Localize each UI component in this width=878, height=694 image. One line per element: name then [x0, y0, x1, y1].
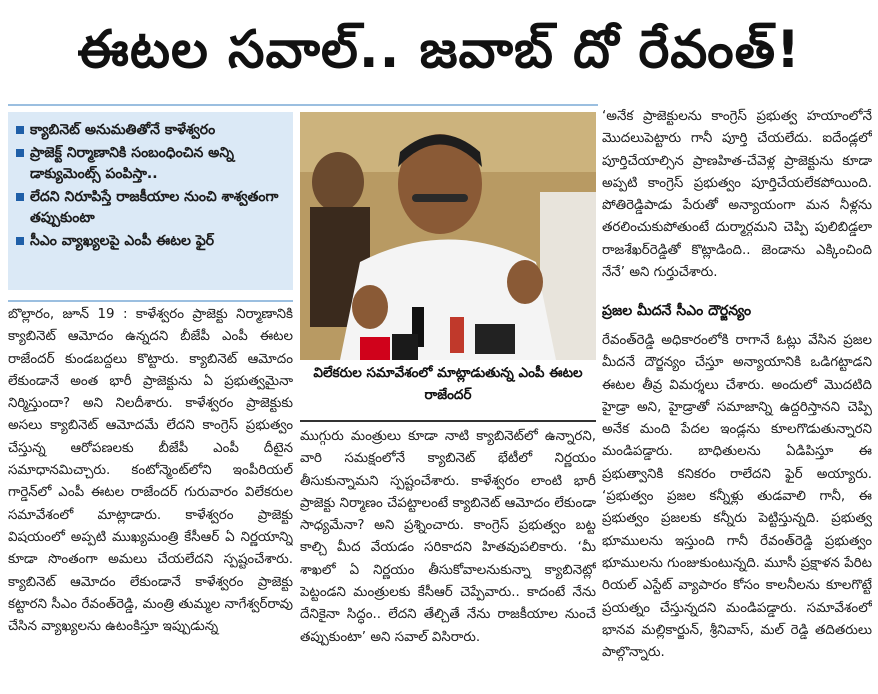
- highlights-rule: [8, 300, 293, 302]
- highlight-text: లేదని నిరూపిస్తే రాజకీయాల నుంచి శాశ్వతంగా తప్పుకుంటా: [30, 189, 279, 226]
- column-1-text: బొల్లారం, జూన్ 19 : కాళేశ్వరం ప్రాజెక్టు నిర్మాణానికి క్యాబినెట్ ఆమోదం ఉన్నదని బీజేపీ ఎంపీ ఈటల రాజేందర్ కుండబద్దలు కొట్టారు. క్యాబినెట్ ఆమోదం లేకుండానే అంత భారీ ప్రాజెక్టును ఏ ప్రభుత్వమైనా నిర్మిస్తుందా? అని నిలదీశారు. కాళేశ్వరం ప్రాజెక్టుకు అసలు క్యాబినెట్ ఆమోదమే లేదని కాంగ్రెస్ ప్రభుత్వం చేస్తున్న ఆరోపణలకు బీజేపీ ఎంపీ దీటైన సమాధానమిచ్చారు. కంటోన్మెంట్‌లోని ఇంపీరియల్ గార్డెన్‌లో ఎంపీ ఈటల రాజేందర్ గురువారం విలేకరుల సమావేశంలో మాట్లాడారు. కాళేశ్వరం ప్రాజెక్టు విషయంలో అప్పటి ముఖ్యమంత్రి కేసీఆర్ ఏ నిర్ణయాన్ని కూడా సొంతంగా అమలు చేయలేదని స్పష్టంచేశారు. క్యాబినెట్ ఆమోదం లేకుండానే కాళేశ్వరం ప్రాజెక్టు కట్టారని సీఎం రేవంత్‌రెడ్డి, మంత్రి తుమ్మల నాగేశ్వర్‌రావు చేసిన వ్యాఖ్యలను ఉటంకిస్తూ ఇప్పుడున్న: [8, 307, 293, 635]
- highlight-item: [16, 143, 287, 185]
- highlights-box: [8, 112, 293, 290]
- square-bullet-icon: [16, 193, 24, 201]
- square-bullet-icon: [16, 237, 24, 245]
- highlight-item: [16, 120, 287, 141]
- highlight-text: సీఎం వ్యాఖ్యలపై ఎంపీ ఈటల ఫైర్: [30, 233, 215, 249]
- article-column-2: [300, 426, 596, 690]
- highlight-item: [16, 231, 287, 252]
- headline: ఈటల సవాల్.. జవాబ్ దో రేవంత్!: [77, 20, 801, 80]
- square-bullet-icon: [16, 149, 24, 157]
- highlight-text: ప్రాజెక్ట్ నిర్మాణానికి సంబంధించిన అన్ని డాక్యుమెంట్స్ పంపిస్తా..: [30, 145, 234, 182]
- article-column-3-top: [602, 106, 872, 296]
- article-column-3-bottom: [602, 330, 872, 690]
- article-column-1: [8, 304, 293, 690]
- column-3-bottom-text: రేవంత్‌రెడ్డి అధికారంలోకి రాగానే ఓట్లు వేసిన ప్రజల మీదనే దౌర్జన్యం చేస్తూ అన్యాయానికి ఒడిగట్టాడని ఈటల తీవ్ర విమర్శలు చేశారు. అందులో మొదటిది హైడ్రా అని, హైడ్రాతో సమాజాన్ని ఉద్దరిస్తానని చెప్పి అనేక మంది పేదల ఇండ్లను కూలగొడుతున్నారని మండిపడ్డారు. బాధితులను ఏడిపిస్తూ ఈ ప్రభుత్వానికి కనికరం రాలేదని ఫైర్ అయ్యారు. ‘ప్రభుత్వం ప్రజల కన్నీళ్లు తుడవాలి గానీ, ఈ ప్రభుత్వం ప్రజలకు కన్నీరు పెట్టిస్తున్నది. ప్రభుత్వ భూములను ఇస్తుంది గానీ రేవంత్‌రెడ్డి ప్రభుత్వం భూములను గుంజుకుంటున్నది. మూసీ ప్రక్షాళన పేరిట రియల్ ఎస్టేట్ వ్యాపారం కోసం కాలనీలను కూలగొట్టే ప్రయత్నం చేస్తున్నదని మండిపడ్డారు. సమావేశంలో భానవ మల్లికార్జున్, శ్రీనివాస్, మల్ రెడ్డి తదితరులు పాల్గొన్నారు.: [602, 333, 872, 661]
- section-subheading: ప్రజల మీదనే సీఎం దౌర్జన్యం: [602, 303, 752, 319]
- column-3-top-text: ‘అనేక ప్రాజెక్టులను కాంగ్రెస్ ప్రభుత్వ హయాంలోనే మొదలుపెట్టారు గానీ పూర్తి చేయలేదు. ఐదేండ్లలో పూర్తిచేయాల్సిన ప్రాణహిత-చేవెళ్ల ప్రాజెక్టును కూడా అప్పటి కాంగ్రెస్ ప్రభుత్వం పూర్తిచేయలేకపోయింది. పోతిరెడ్డిపాడు పేరుతో అన్యాయంగా మన నీళ్లను తరలించుకుపోతుంటే దుర్మార్గమని చెప్పి పులిబిడ్డలా రాజశేఖర్‌రెడ్డితో కొట్లాడింది.. జెండాను ఎక్కించింది నేనే’ అని గుర్తుచేశారు.: [602, 109, 872, 281]
- photo-caption: విలేకరుల సమావేశంలో మాట్లాడుతున్న ఎంపీ ఈటల రాజేందర్: [300, 362, 596, 422]
- speaker-illustration: [300, 112, 596, 360]
- press-photo: [300, 112, 596, 360]
- headline-rule: [8, 104, 598, 106]
- highlight-text: క్యాబినెట్ అనుమతితోనే కాళేశ్వరం: [30, 122, 216, 138]
- square-bullet-icon: [16, 126, 24, 134]
- column-2-text: ముగ్గురు మంత్రులు కూడా నాటి క్యాబినెట్‌లో ఉన్నారని, వారి సమక్షంలోనే క్యాబినెట్ భేటీలో నిర్ణయం తీసుకున్నామని స్పష్టంచేశారు. కాళేశ్వరం లాంటి భారీ ప్రాజెక్టు నిర్మాణం చేపట్టాలంటే క్యాబినెట్ ఆమోదం లేకుండా సాధ్యమేనా? అని ప్రశ్నించారు. కాంగ్రెస్ ప్రభుత్వం బట్ట కాల్చి మీద వేయడం సరికాదని హితవుపలికారు. ‘మీ శాఖలో ఏ నిర్ణయం తీసుకోవాలనుకున్నా క్యాబినెట్లో పెట్టండని మంత్రులకు కేసీఆర్ చెప్పేవారు.. కాదంటే నేను దేనికైనా సిద్ధం.. లేదని తేల్చితే నేను రాజకీయాల నుంచే తప్పుకుంటా’ అని సవాల్ విసిరారు.: [300, 429, 596, 645]
- highlight-item: [16, 187, 287, 229]
